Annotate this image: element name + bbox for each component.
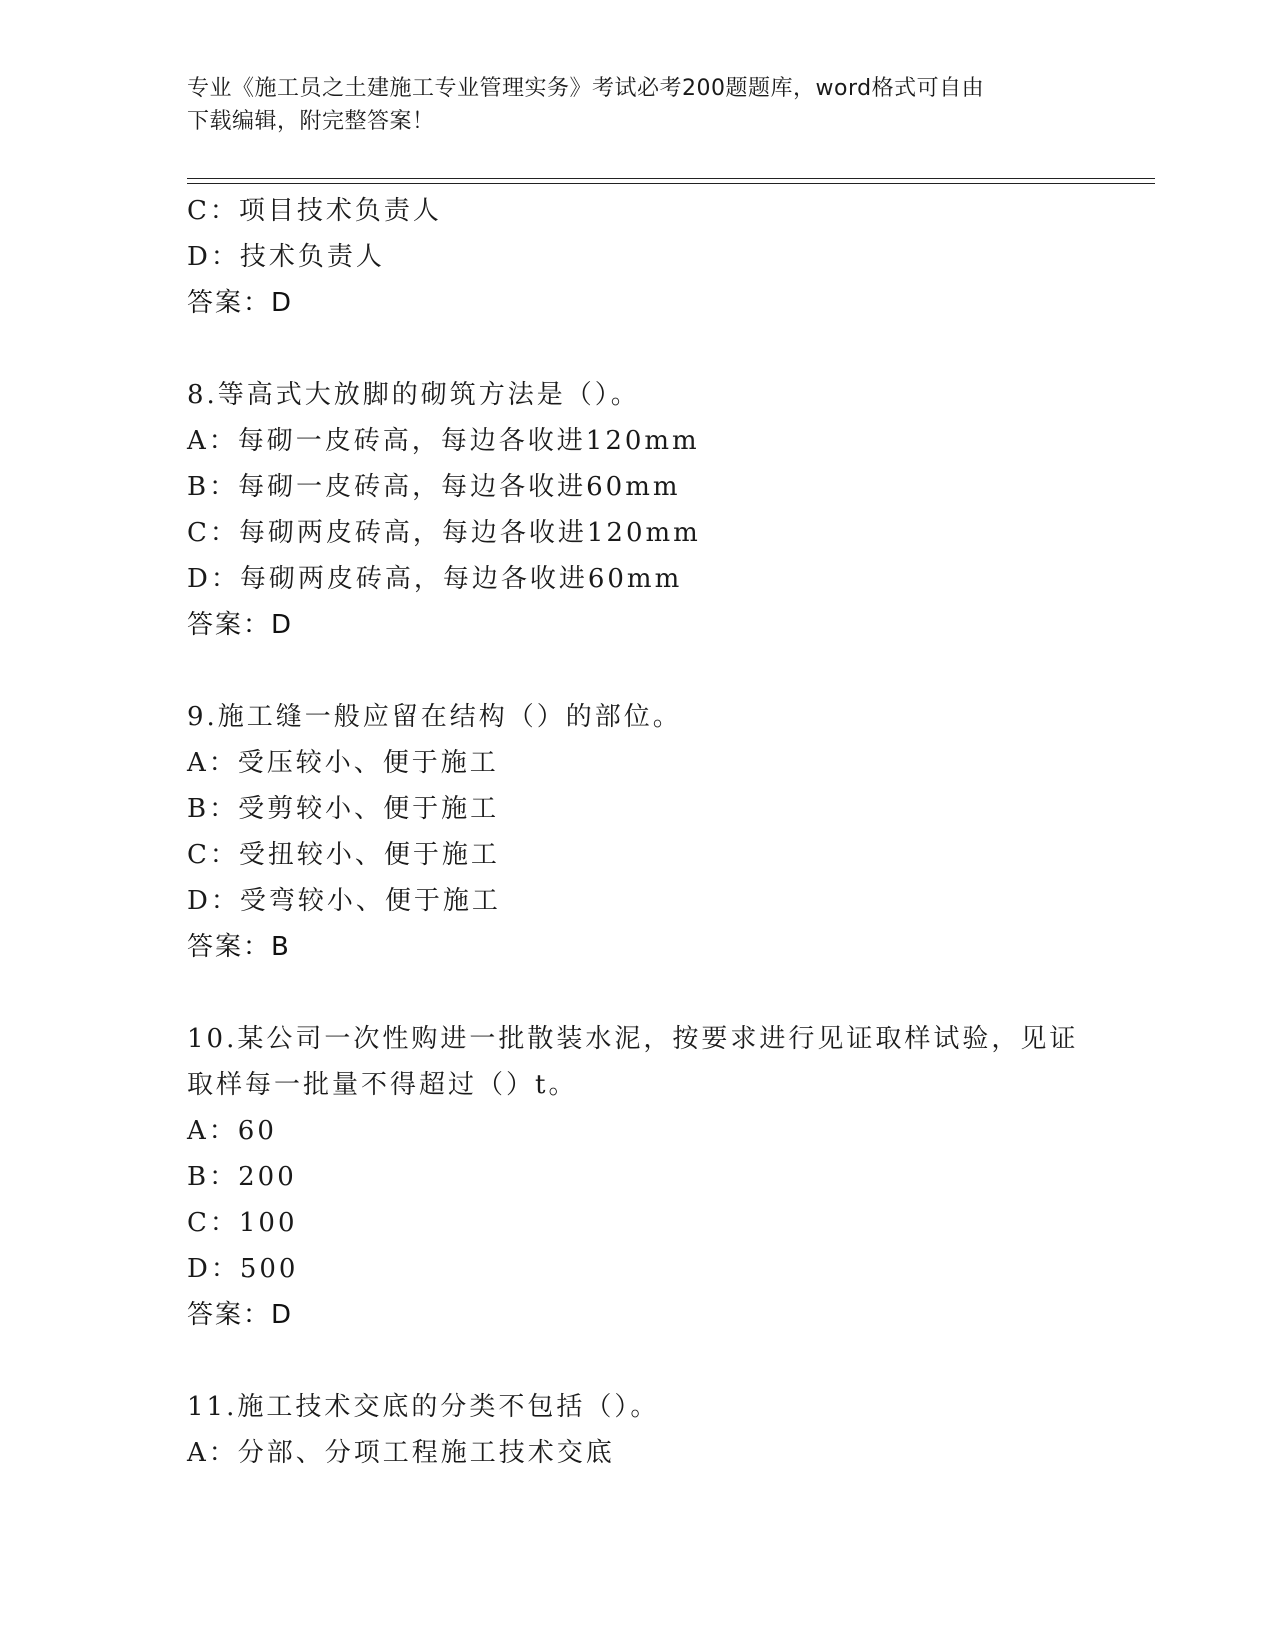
q9-option-b: B：受剪较小、便于施工 <box>187 794 500 824</box>
header-rule-top <box>187 178 1155 179</box>
q8-option-c: C：每砌两皮砖高，每边各收进120mm <box>187 518 701 548</box>
q9-option-c: C：受扭较小、便于施工 <box>187 840 500 870</box>
question-list <box>187 188 1087 1476</box>
q7-option-d: D：技术负责人 <box>187 242 385 272</box>
q9-option-a: A：受压较小、便于施工 <box>187 748 499 778</box>
q9-answer: 答案：B <box>187 932 291 962</box>
header-rule-bottom <box>187 183 1155 184</box>
q8-answer: 答案：D <box>187 610 294 640</box>
q11-option-a: A：分部、分项工程施工技术交底 <box>187 1438 615 1468</box>
q10-option-d: D：500 <box>187 1254 299 1284</box>
header-line-1: 专业《施工员之土建施工专业管理实务》考试必考200题题库，word格式可自由 <box>187 76 985 101</box>
q10-option-a: A：60 <box>187 1116 277 1146</box>
q8-option-d: D：每砌两皮砖高，每边各收进60mm <box>187 564 683 594</box>
q7-answer: 答案：D <box>187 288 294 318</box>
q10-option-c: C：100 <box>187 1208 298 1238</box>
q10-stem-line-2: 取样每一批量不得超过（）t。 <box>187 1070 578 1100</box>
spacer <box>187 326 1087 372</box>
document-header <box>187 72 1067 138</box>
spacer <box>187 970 1087 1016</box>
q7-option-c: C：项目技术负责人 <box>187 196 442 226</box>
q10-option-b: B：200 <box>187 1162 297 1192</box>
q8-option-b: B：每砌一皮砖高，每边各收进60mm <box>187 472 681 502</box>
spacer <box>187 1338 1087 1384</box>
q9-stem: 9.施工缝一般应留在结构（）的部位。 <box>187 702 682 732</box>
header-line-2: 下载编辑，附完整答案！ <box>187 109 435 134</box>
q9-option-d: D：受弯较小、便于施工 <box>187 886 501 916</box>
spacer <box>187 648 1087 694</box>
q8-stem: 8.等高式大放脚的砌筑方法是（）。 <box>187 380 640 410</box>
q10-stem-line-1: 10.某公司一次性购进一批散装水泥，按要求进行见证取样试验，见证 <box>187 1024 1079 1054</box>
q8-option-a: A：每砌一皮砖高，每边各收进120mm <box>187 426 700 456</box>
q11-stem: 11.施工技术交底的分类不包括（）。 <box>187 1392 660 1422</box>
q10-answer: 答案：D <box>187 1300 294 1330</box>
